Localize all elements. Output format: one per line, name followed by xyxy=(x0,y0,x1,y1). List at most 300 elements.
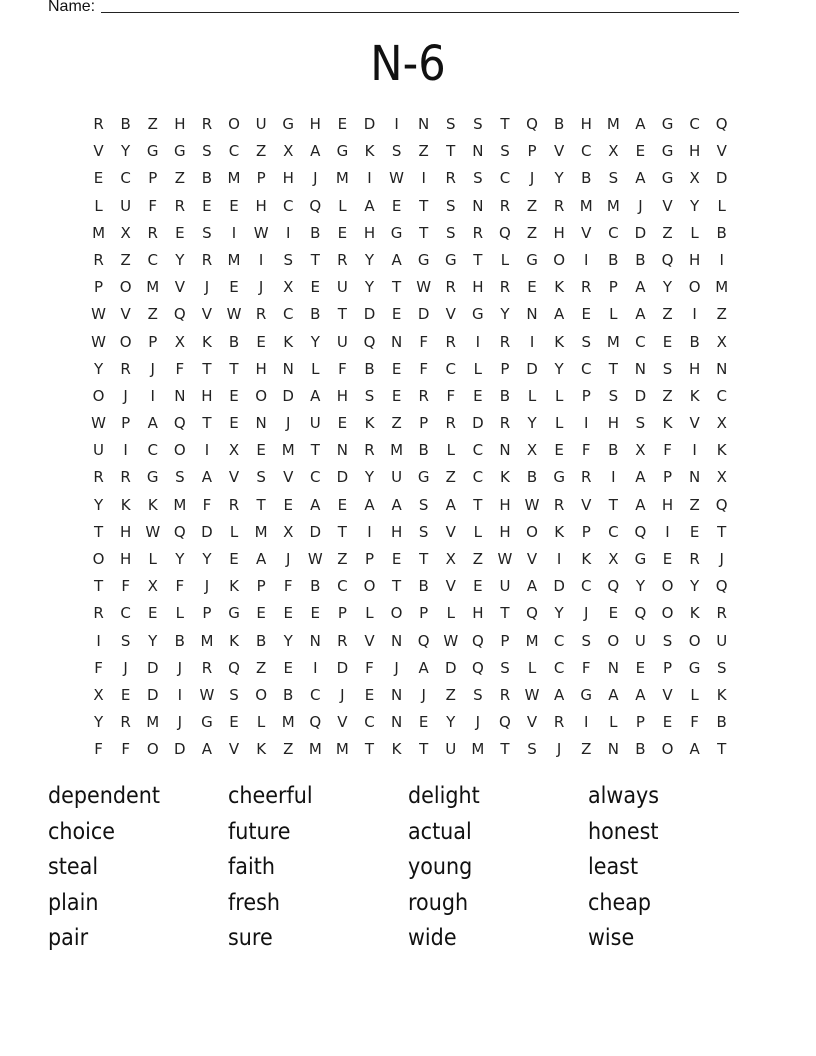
grid-cell: H xyxy=(336,386,349,405)
grid-cell: N xyxy=(390,332,403,351)
grid-cell: M xyxy=(146,278,160,297)
grid-cell: G xyxy=(282,115,295,133)
grid-cell: X xyxy=(147,577,158,596)
grid-cell: C xyxy=(310,685,321,704)
grid-cell: A xyxy=(635,468,646,487)
grid-cell: R xyxy=(337,250,348,269)
grid-cell: E xyxy=(283,658,293,677)
grid-cell: O xyxy=(363,577,376,596)
grid-cell: I xyxy=(258,250,264,269)
grid-cell: N xyxy=(390,685,403,704)
grid-cell: W xyxy=(91,305,106,324)
grid-cell: R xyxy=(499,196,511,215)
grid-cell: Y xyxy=(662,278,673,297)
grid-cell: S xyxy=(608,386,619,405)
grid-cell: Y xyxy=(93,359,104,378)
grid-cell: E xyxy=(337,115,348,133)
grid-cell: A xyxy=(310,495,321,514)
word-bank-item: choice xyxy=(48,818,116,845)
grid-cell: J xyxy=(123,386,128,405)
grid-cell: Z xyxy=(255,658,267,677)
grid-cell: J xyxy=(421,685,426,704)
grid-cell: A xyxy=(201,740,213,759)
grid-cell: R xyxy=(201,658,213,677)
grid-cell: T xyxy=(337,305,347,324)
word-bank-item: least xyxy=(588,854,639,881)
grid-cell: K xyxy=(716,441,727,460)
grid-cell: I xyxy=(584,713,589,732)
grid-cell: C xyxy=(499,169,511,188)
grid-cell: Y xyxy=(283,631,293,650)
grid-cell: R xyxy=(93,604,104,623)
grid-cell: B xyxy=(553,115,565,133)
grid-cell: S xyxy=(202,223,212,242)
grid-cell: L xyxy=(256,713,266,732)
grid-cell: L xyxy=(94,196,103,215)
grid-cell: X xyxy=(283,142,294,161)
grid-cell: P xyxy=(148,169,158,188)
grid-cell: Q xyxy=(499,713,511,732)
grid-cell: Q xyxy=(526,604,538,623)
grid-cell: F xyxy=(121,740,130,759)
grid-cell: B xyxy=(418,441,429,460)
grid-cell: G xyxy=(228,604,240,623)
grid-cell: J xyxy=(258,278,264,297)
grid-cell: Q xyxy=(526,115,538,133)
grid-cell: A xyxy=(554,685,565,704)
grid-cell: V xyxy=(662,196,673,215)
grid-cell: S xyxy=(500,658,510,677)
grid-cell: V xyxy=(174,278,185,297)
grid-cell: Q xyxy=(634,604,647,623)
grid-cell: Z xyxy=(337,550,348,568)
grid-cell: W xyxy=(307,550,323,568)
grid-cell: X xyxy=(716,414,727,433)
grid-cell: J xyxy=(529,169,535,188)
grid-cell: M xyxy=(525,631,539,650)
grid-cell: E xyxy=(608,604,619,623)
grid-cell: C xyxy=(147,441,158,460)
grid-cell: V xyxy=(581,223,592,242)
grid-cell: Z xyxy=(283,740,294,759)
grid-cell: U xyxy=(634,631,646,650)
grid-cell: Q xyxy=(715,495,728,514)
grid-cell: Y xyxy=(364,468,375,487)
grid-cell: Q xyxy=(173,414,186,433)
grid-cell: N xyxy=(174,386,186,405)
grid-cell: O xyxy=(92,550,105,568)
grid-cell: R xyxy=(553,495,565,514)
grid-cell: M xyxy=(281,441,295,460)
grid-cell: V xyxy=(716,142,727,161)
grid-cell: E xyxy=(256,332,266,351)
grid-cell: V xyxy=(283,468,294,487)
grid-cell: E xyxy=(689,522,700,541)
grid-cell: B xyxy=(310,223,321,242)
grid-cell: K xyxy=(391,740,402,759)
grid-cell: I xyxy=(177,685,183,704)
grid-cell: X xyxy=(608,142,619,161)
grid-cell: M xyxy=(335,169,349,188)
grid-cell: Z xyxy=(391,414,402,433)
grid-cell: H xyxy=(363,223,376,242)
grid-cell: R xyxy=(445,332,456,351)
grid-cell: T xyxy=(229,359,239,378)
grid-cell: M xyxy=(606,115,620,133)
grid-cell: R xyxy=(201,250,213,269)
grid-cell: J xyxy=(204,577,210,596)
grid-cell: E xyxy=(364,685,375,704)
grid-cell: I xyxy=(394,115,399,133)
grid-cell: S xyxy=(527,740,537,759)
grid-cell: G xyxy=(472,305,484,324)
grid-cell: P xyxy=(256,169,266,188)
grid-cell: X xyxy=(445,550,456,568)
grid-cell: Z xyxy=(147,305,158,324)
grid-cell: F xyxy=(94,740,103,759)
grid-cell: S xyxy=(229,685,239,704)
grid-cell: F xyxy=(283,577,293,596)
grid-cell: Q xyxy=(499,223,511,242)
grid-cell: G xyxy=(390,223,403,242)
grid-cell: V xyxy=(554,142,565,161)
grid-cell: B xyxy=(255,631,267,650)
grid-cell: R xyxy=(255,305,267,324)
grid-cell: Z xyxy=(526,196,538,215)
word-bank-item: steal xyxy=(48,854,99,881)
grid-cell: T xyxy=(717,740,727,759)
grid-cell: R xyxy=(581,468,592,487)
grid-cell: R xyxy=(581,278,592,297)
grid-cell: C xyxy=(580,359,592,378)
grid-cell: Z xyxy=(147,115,158,133)
grid-cell: Q xyxy=(607,577,620,596)
grid-cell: Z xyxy=(445,685,456,704)
grid-cell: C xyxy=(120,604,131,623)
grid-cell: S xyxy=(635,414,646,433)
grid-cell: F xyxy=(690,713,699,732)
grid-cell: O xyxy=(688,631,701,650)
grid-cell: U xyxy=(716,631,728,650)
grid-cell: B xyxy=(526,468,538,487)
grid-cell: E xyxy=(391,359,402,378)
grid-cell: J xyxy=(638,196,643,215)
grid-cell: H xyxy=(390,522,403,541)
page-title: N-6 xyxy=(370,36,446,92)
grid-cell: D xyxy=(363,305,376,324)
grid-cell: B xyxy=(716,713,727,732)
grid-cell: M xyxy=(227,169,241,188)
grid-cell: C xyxy=(635,332,646,351)
grid-cell: R xyxy=(472,223,484,242)
grid-cell: B xyxy=(418,577,429,596)
grid-cell: N xyxy=(390,713,403,732)
grid-cell: E xyxy=(337,414,348,433)
grid-cell: G xyxy=(580,685,593,704)
grid-cell: E xyxy=(662,332,673,351)
grid-cell: Z xyxy=(662,223,673,242)
grid-cell: H xyxy=(607,414,619,433)
grid-cell: R xyxy=(553,196,565,215)
grid-cell: C xyxy=(580,142,592,161)
grid-cell: N xyxy=(607,740,619,759)
grid-cell: T xyxy=(391,577,402,596)
grid-cell: S xyxy=(662,631,673,650)
grid-cell: V xyxy=(445,577,456,596)
grid-cell: L xyxy=(473,359,483,378)
grid-cell: J xyxy=(556,740,562,759)
grid-cell: F xyxy=(338,359,347,378)
grid-cell: I xyxy=(719,250,724,269)
grid-cell: L xyxy=(527,658,537,677)
grid-cell: C xyxy=(147,250,158,269)
grid-cell: N xyxy=(688,468,701,487)
grid-cell: E xyxy=(473,386,483,405)
grid-cell: T xyxy=(473,495,483,514)
grid-cell: G xyxy=(336,142,349,161)
grid-cell: I xyxy=(611,468,616,487)
grid-cell: E xyxy=(202,196,212,215)
grid-cell: E xyxy=(229,386,239,405)
grid-cell: D xyxy=(715,169,728,188)
grid-cell: F xyxy=(446,386,456,405)
grid-cell: D xyxy=(336,658,349,677)
name-field xyxy=(48,0,739,16)
grid-cell: F xyxy=(121,577,130,596)
grid-cell: S xyxy=(446,115,456,133)
grid-cell: X xyxy=(228,441,240,460)
grid-cell: W xyxy=(253,223,269,242)
grid-cell: K xyxy=(554,278,565,297)
grid-cell: U xyxy=(499,577,511,596)
grid-cell: P xyxy=(662,468,673,487)
grid-cell: G xyxy=(661,169,674,188)
grid-cell: Q xyxy=(417,631,430,650)
grid-cell: D xyxy=(336,468,349,487)
grid-cell: U xyxy=(93,441,105,460)
grid-cell: S xyxy=(581,332,591,351)
grid-cell: R xyxy=(93,115,104,133)
grid-cell: T xyxy=(500,604,510,623)
grid-cell: D xyxy=(553,577,565,596)
grid-cell: X xyxy=(174,332,185,351)
name-label: Name: xyxy=(48,0,96,15)
grid-cell: P xyxy=(419,414,429,433)
grid-cell: K xyxy=(689,604,700,623)
grid-cell: T xyxy=(419,196,429,215)
grid-cell: P xyxy=(337,604,347,623)
grid-cell: S xyxy=(473,115,483,133)
grid-cell: U xyxy=(120,196,132,215)
word-bank-item: future xyxy=(228,818,291,845)
grid-cell: N xyxy=(499,441,511,460)
grid-cell: E xyxy=(391,386,402,405)
grid-cell: A xyxy=(364,495,375,514)
grid-cell: Y xyxy=(690,577,700,596)
grid-cell: J xyxy=(177,713,183,732)
grid-cell: T xyxy=(337,522,347,541)
grid-cell: B xyxy=(499,386,511,405)
grid-cell: S xyxy=(391,142,402,161)
word-bank-item: cheap xyxy=(588,889,652,916)
grid-cell: B xyxy=(228,332,240,351)
grid-cell: N xyxy=(390,631,403,650)
grid-cell: I xyxy=(231,223,237,242)
grid-cell: Y xyxy=(310,332,320,351)
grid-cell: S xyxy=(716,658,727,677)
grid-cell: M xyxy=(335,740,349,759)
grid-cell: N xyxy=(309,631,321,650)
grid-cell: L xyxy=(554,386,564,405)
grid-cell: O xyxy=(661,604,674,623)
grid-cell: Y xyxy=(364,278,375,297)
grid-cell: L xyxy=(554,414,564,433)
grid-cell: Q xyxy=(634,522,647,541)
grid-cell: M xyxy=(173,495,187,514)
grid-cell: B xyxy=(174,631,185,650)
grid-cell: V xyxy=(93,142,104,161)
grid-cell: M xyxy=(715,278,729,297)
word-bank-item: young xyxy=(408,854,473,881)
grid-cell: J xyxy=(340,685,345,704)
name-blank-line[interactable] xyxy=(101,0,739,13)
grid-cell: Y xyxy=(93,713,104,732)
grid-cell: A xyxy=(635,278,646,297)
grid-cell: K xyxy=(229,577,239,596)
grid-cell: X xyxy=(716,332,727,351)
grid-cell: T xyxy=(419,740,429,759)
grid-cell: T xyxy=(93,577,104,596)
grid-cell: O xyxy=(146,740,159,759)
grid-cell: F xyxy=(148,196,158,215)
grid-cell: P xyxy=(608,278,618,297)
grid-cell: N xyxy=(716,359,728,378)
grid-cell: K xyxy=(554,522,565,541)
grid-cell: B xyxy=(364,359,375,378)
grid-cell: E xyxy=(662,713,673,732)
grid-cell: R xyxy=(499,685,511,704)
grid-cell: W xyxy=(524,495,540,514)
grid-cell: I xyxy=(692,441,697,460)
word-bank-item: rough xyxy=(408,889,469,916)
grid-cell: G xyxy=(661,115,674,133)
grid-cell: L xyxy=(500,250,510,269)
grid-cell: X xyxy=(689,169,700,188)
grid-cell: O xyxy=(255,386,268,405)
grid-cell: R xyxy=(499,332,511,351)
grid-cell: I xyxy=(421,169,426,188)
grid-cell: T xyxy=(256,495,266,514)
grid-cell: R xyxy=(120,713,131,732)
grid-cell: P xyxy=(500,631,510,650)
grid-cell: M xyxy=(254,522,268,541)
grid-cell: A xyxy=(635,305,646,324)
grid-cell: R xyxy=(93,250,104,269)
grid-cell: N xyxy=(282,359,294,378)
grid-cell: R xyxy=(716,604,727,623)
grid-cell: A xyxy=(310,142,321,161)
grid-cell: E xyxy=(229,278,239,297)
grid-cell: Q xyxy=(309,196,322,215)
grid-cell: E xyxy=(93,169,104,188)
grid-cell: P xyxy=(148,332,158,351)
grid-cell: Y xyxy=(527,414,537,433)
grid-cell: W xyxy=(389,169,404,188)
grid-cell: J xyxy=(584,604,589,623)
grid-cell: K xyxy=(364,142,375,161)
grid-cell: H xyxy=(661,495,674,514)
grid-cell: K xyxy=(500,468,510,487)
grid-cell: C xyxy=(553,658,565,677)
grid-cell: N xyxy=(472,142,484,161)
grid-cell: C xyxy=(608,223,619,242)
grid-cell: D xyxy=(146,685,159,704)
word-bank-item: delight xyxy=(408,783,480,809)
grid-cell: P xyxy=(662,658,673,677)
grid-cell: E xyxy=(310,278,321,297)
grid-cell: S xyxy=(446,223,456,242)
grid-cell: O xyxy=(173,441,186,460)
grid-cell: J xyxy=(123,658,128,677)
grid-cell: A xyxy=(418,658,429,677)
grid-cell: H xyxy=(688,142,701,161)
grid-cell: X xyxy=(608,550,619,568)
grid-cell: Q xyxy=(363,332,376,351)
grid-cell: Z xyxy=(472,550,483,568)
grid-cell: K xyxy=(581,550,592,568)
grid-cell: T xyxy=(419,550,429,568)
grid-cell: Z xyxy=(120,250,131,269)
grid-cell: K xyxy=(229,631,239,650)
grid-cell: W xyxy=(443,631,459,650)
grid-cell: D xyxy=(309,522,322,541)
grid-cell: M xyxy=(200,631,214,650)
grid-cell: L xyxy=(527,386,537,405)
grid-cell: E xyxy=(229,414,239,433)
grid-cell: X xyxy=(635,441,646,460)
grid-cell: I xyxy=(313,658,318,677)
grid-cell: I xyxy=(204,441,210,460)
grid-cell: B xyxy=(310,577,321,596)
grid-cell: M xyxy=(308,740,322,759)
grid-cell: H xyxy=(309,115,321,133)
grid-cell: L xyxy=(446,604,455,623)
grid-cell: J xyxy=(177,658,183,677)
grid-cell: E xyxy=(554,441,564,460)
word-bank-item: dependent xyxy=(48,783,160,809)
grid-cell: G xyxy=(146,142,159,161)
grid-cell: E xyxy=(391,196,402,215)
grid-cell: T xyxy=(202,414,212,433)
grid-cell: H xyxy=(120,522,132,541)
grid-cell: I xyxy=(367,522,372,541)
grid-cell: U xyxy=(336,332,348,351)
grid-cell: I xyxy=(692,305,697,324)
grid-cell: Y xyxy=(121,142,131,161)
grid-cell: W xyxy=(91,414,106,433)
grid-cell: E xyxy=(581,305,591,324)
grid-cell: Z xyxy=(716,305,727,324)
grid-cell: E xyxy=(283,495,293,514)
grid-cell: F xyxy=(94,658,103,677)
grid-cell: V xyxy=(228,740,240,759)
grid-cell: X xyxy=(283,278,294,297)
word-bank-item: honest xyxy=(588,818,659,845)
grid-cell: P xyxy=(500,359,510,378)
grid-cell: A xyxy=(445,495,456,514)
grid-cell: D xyxy=(417,305,430,324)
grid-cell: S xyxy=(418,522,429,541)
